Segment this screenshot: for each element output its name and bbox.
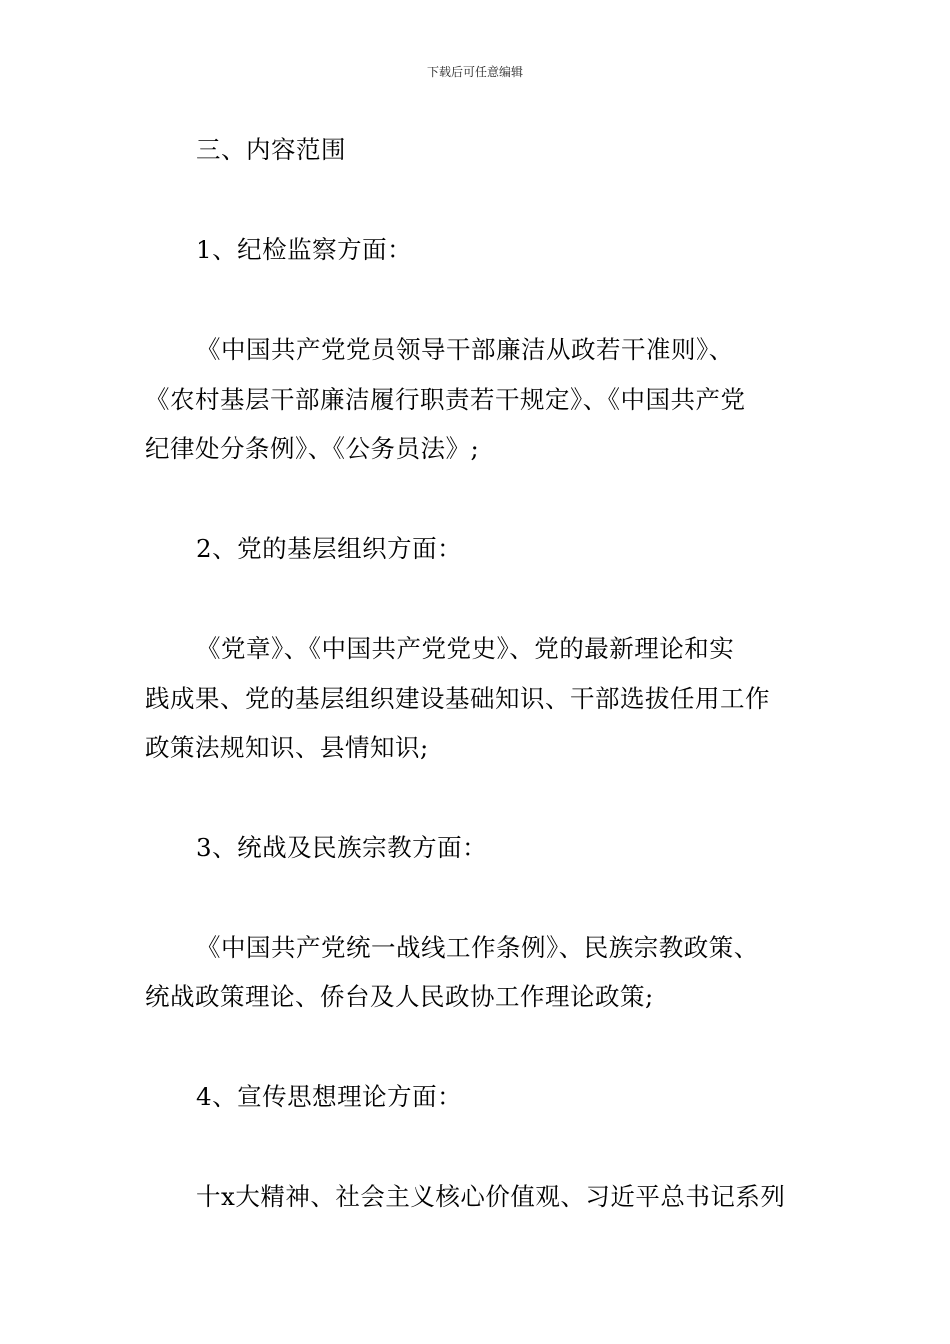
item-1-line-1: 《中国共产党党员领导干部廉洁从政若干准则》、 — [196, 335, 734, 364]
item-2-line-3: 政策法规知识、县情知识; — [145, 733, 429, 762]
header-note: 下载后可任意编辑 — [426, 65, 523, 79]
item-1-line-3: 纪律处分条例》、《公务员法》; — [145, 434, 480, 463]
item-3-line-2: 统战政策理论、侨台及人民政协工作理论政策; — [145, 982, 654, 1011]
item-1-heading: 1、纪检监察方面： — [196, 235, 413, 264]
section-title: 三、内容范围 — [196, 135, 346, 164]
item-3-line-1: 《中国共产党统一战线工作条例》、民族宗教政策、 — [196, 933, 759, 962]
item-4-heading: 4、宣传思想理论方面： — [196, 1082, 463, 1111]
item-2-line-1: 《党章》、《中国共产党党史》、党的最新理论和实 — [196, 634, 735, 663]
item-1-line-2: 《农村基层干部廉洁履行职责若干规定》、《中国共产党 — [145, 385, 746, 414]
item-3-heading: 3、统战及民族宗教方面： — [196, 833, 488, 862]
item-2-heading: 2、党的基层组织方面： — [196, 534, 463, 563]
item-4-line-1: 十x大精神、社会主义核心价值观、习近平总书记系列 — [196, 1182, 786, 1211]
item-2-line-2: 践成果、党的基层组织建设基础知识、干部选拔任用工作 — [145, 684, 770, 713]
